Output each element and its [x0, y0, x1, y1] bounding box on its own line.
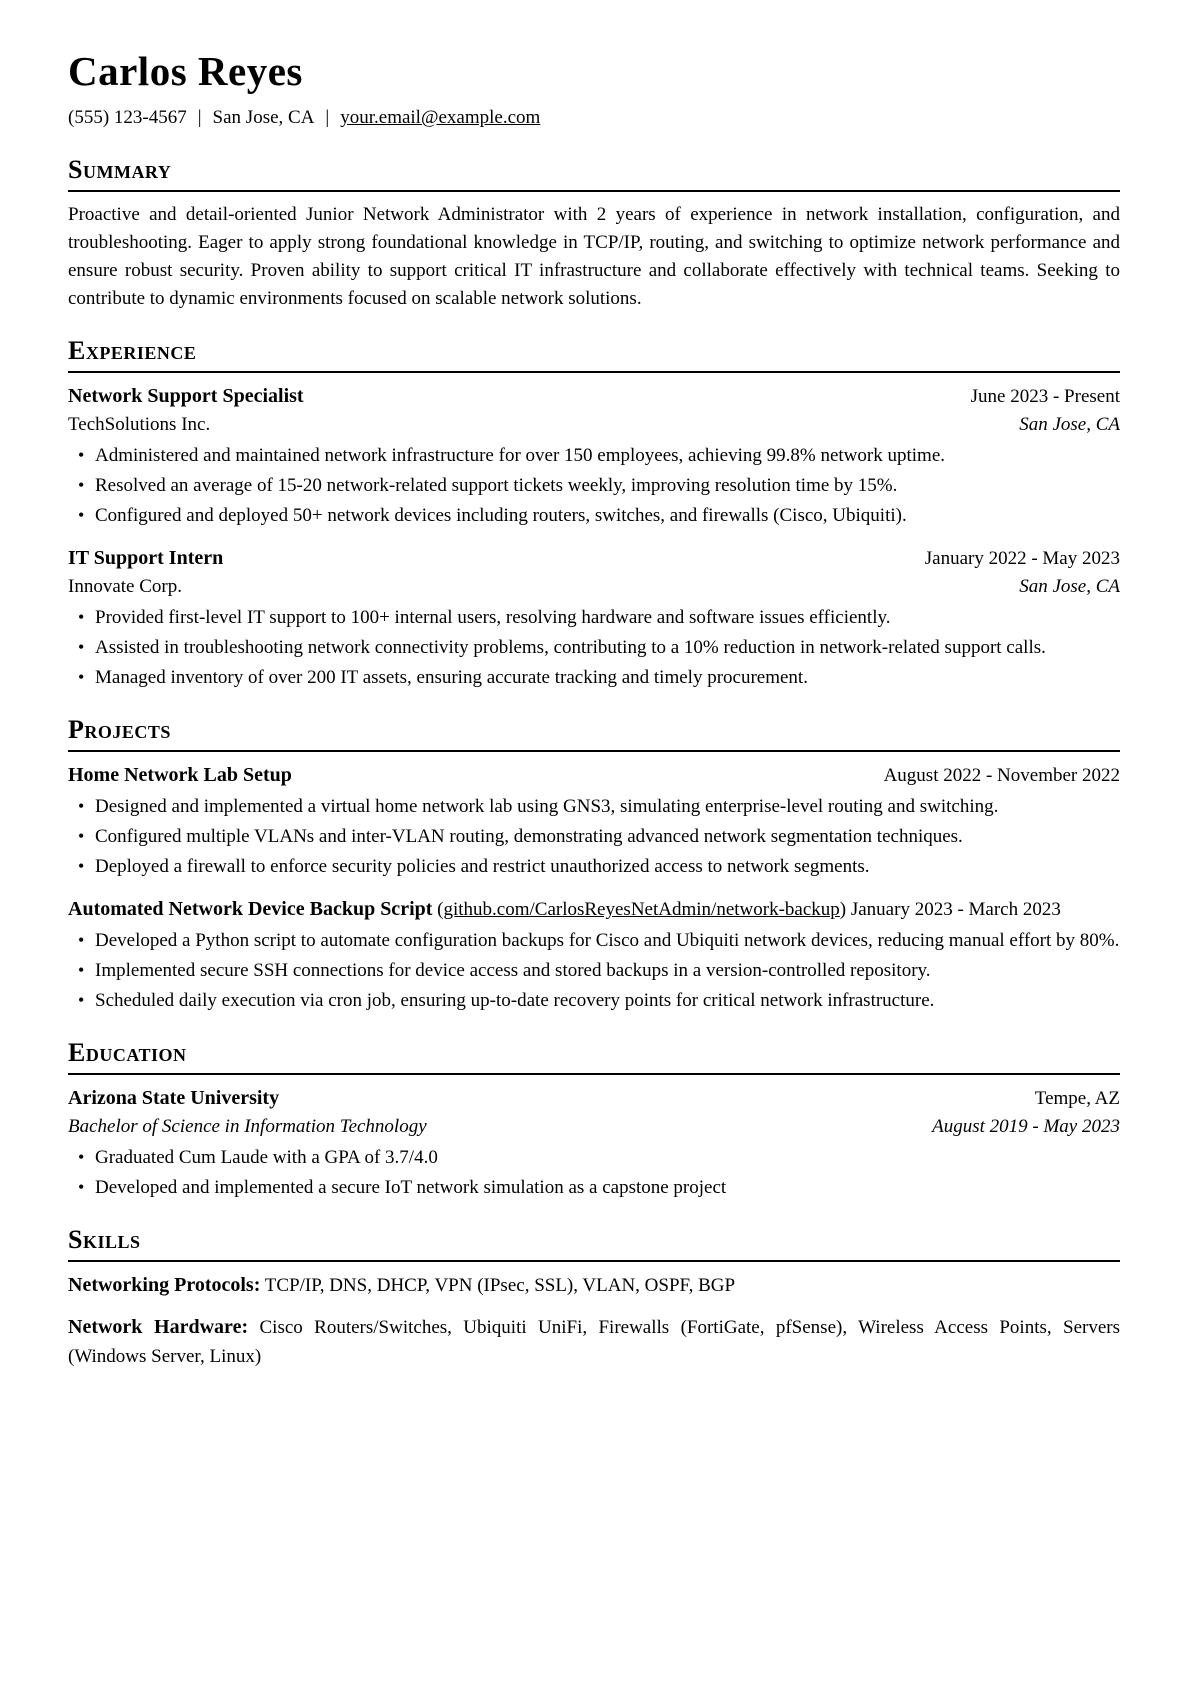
bullet-item: • Configured and deployed 50+ network devices including routers, switches, and firewalls (Cisco, Ubiquiti).	[95, 502, 1120, 530]
job-bullets	[68, 442, 1120, 530]
section-title-education: Education	[68, 1038, 1120, 1075]
section-title-summary: Summary	[68, 155, 1120, 192]
job-title: Network Support Specialist	[68, 384, 304, 407]
skill-label: Networking Protocols:	[68, 1273, 261, 1296]
bullet-item: • Implemented secure SSH connections for device access and stored backups in a version-controlled repository.	[95, 957, 1120, 985]
bullet-item: • Managed inventory of over 200 IT assets, ensuring accurate tracking and timely procurement.	[95, 664, 1120, 692]
contact-separator: |	[325, 107, 330, 129]
job-dates: June 2023 - Present	[970, 385, 1120, 407]
bullet-item: • Assisted in troubleshooting network connectivity problems, contributing to a 10% reduction in network-related support calls.	[95, 634, 1120, 662]
location-text: San Jose, CA	[212, 107, 315, 129]
bullet-item: • Configured multiple VLANs and inter-VLAN routing, demonstrating advanced network segmentation techniques.	[95, 823, 1120, 851]
project-title: Home Network Lab Setup	[68, 763, 292, 786]
project-entry	[68, 761, 1120, 881]
bullet-item: • Graduated Cum Laude with a GPA of 3.7/4.0	[95, 1144, 1120, 1172]
contact-line	[68, 104, 1120, 132]
resume-name: Carlos Reyes	[68, 48, 303, 94]
project-github-link[interactable]: github.com/CarlosReyesNetAdmin/network-backup	[443, 898, 840, 920]
project-link-paren-open: (	[437, 898, 444, 920]
job-title: IT Support Intern	[68, 546, 224, 569]
section-title-projects: Projects	[68, 715, 1120, 752]
section-projects	[68, 715, 1120, 1015]
education-entry	[68, 1084, 1120, 1202]
degree-name: Bachelor of Science in Information Technology	[68, 1116, 427, 1138]
section-skills	[68, 1225, 1120, 1371]
phone-number: (555) 123-4567	[68, 107, 187, 129]
bullet-item: • Scheduled daily execution via cron job, ensuring up-to-date recovery points for critical network infrastructure.	[95, 987, 1120, 1015]
skill-value: Cisco Routers/Switches, Ubiquiti UniFi, Firewalls (FortiGate, pfSense), Wireless Access Points, Servers (Windows Server, Linux)	[68, 1317, 1120, 1367]
project-dates: January 2023 - March 2023	[850, 898, 1061, 920]
bullet-item: • Designed and implemented a virtual home network lab using GNS3, simulating enterprise-level routing and switching.	[95, 793, 1120, 821]
job-location: San Jose, CA	[1019, 413, 1120, 435]
job-location: San Jose, CA	[1019, 576, 1120, 597]
job-company: Innovate Corp.	[68, 576, 182, 597]
contact-separator: |	[197, 107, 202, 129]
experience-entry	[68, 382, 1120, 530]
section-education	[68, 1038, 1120, 1202]
experience-entry	[68, 544, 1120, 692]
skill-line-protocols	[68, 1271, 1120, 1300]
project-title: Automated Network Device Backup Script	[68, 897, 433, 920]
education-dates: August 2019 - May 2023	[932, 1116, 1120, 1138]
project-dates: August 2022 - November 2022	[883, 764, 1120, 786]
bullet-item: • Administered and maintained network infrastructure for over 150 employees, achieving 99.8% network uptime.	[95, 442, 1120, 470]
project-link-paren-close: )	[839, 898, 847, 920]
bullet-item: • Developed and implemented a secure IoT network simulation as a capstone project	[95, 1174, 1120, 1202]
bullet-item: • Developed a Python script to automate configuration backups for Cisco and Ubiquiti network devices, reducing manual effort by 80%.	[95, 927, 1120, 955]
summary-text: Proactive and detail-oriented Junior Network Administrator with 2 years of experience in network installation, configuration, and troubleshooting. Eager to apply strong foundational knowledge in TCP/IP, routing, and switching to optimize network performance and ensure robust security. Proven ability to support critical IT infrastructure and collaborate effectively with technical teams. Seeking to contribute to dynamic environments focused on scalable network solutions.	[68, 203, 1120, 309]
school-name: Arizona State University	[68, 1086, 280, 1109]
education-bullets	[68, 1144, 1120, 1202]
email-link[interactable]: your.email@example.com	[340, 107, 541, 129]
job-bullets	[68, 604, 1120, 692]
school-location: Tempe, AZ	[1034, 1087, 1120, 1109]
bullet-item: • Deployed a firewall to enforce security policies and restrict unauthorized access to network segments.	[95, 853, 1120, 881]
bullet-item: • Provided first-level IT support to 100+ internal users, resolving hardware and software issues efficiently.	[95, 604, 1120, 632]
skill-value: TCP/IP, DNS, DHCP, VPN (IPsec, SSL), VLAN, OSPF, BGP	[264, 1274, 736, 1296]
skill-label: Network Hardware:	[68, 1316, 249, 1339]
section-title-skills: Skills	[68, 1225, 1120, 1262]
project-bullets	[68, 793, 1120, 881]
job-dates: January 2022 - May 2023	[924, 547, 1120, 569]
skill-line-hardware	[68, 1313, 1120, 1370]
project-title-line	[68, 895, 1120, 924]
section-title-experience: Experience	[68, 336, 1120, 373]
job-company: TechSolutions Inc.	[68, 413, 211, 435]
project-entry	[68, 895, 1120, 1015]
section-summary	[68, 155, 1120, 313]
section-experience	[68, 336, 1120, 692]
project-bullets	[68, 927, 1120, 1015]
bullet-item: • Resolved an average of 15-20 network-related support tickets weekly, improving resolution time by 15%.	[95, 472, 1120, 500]
